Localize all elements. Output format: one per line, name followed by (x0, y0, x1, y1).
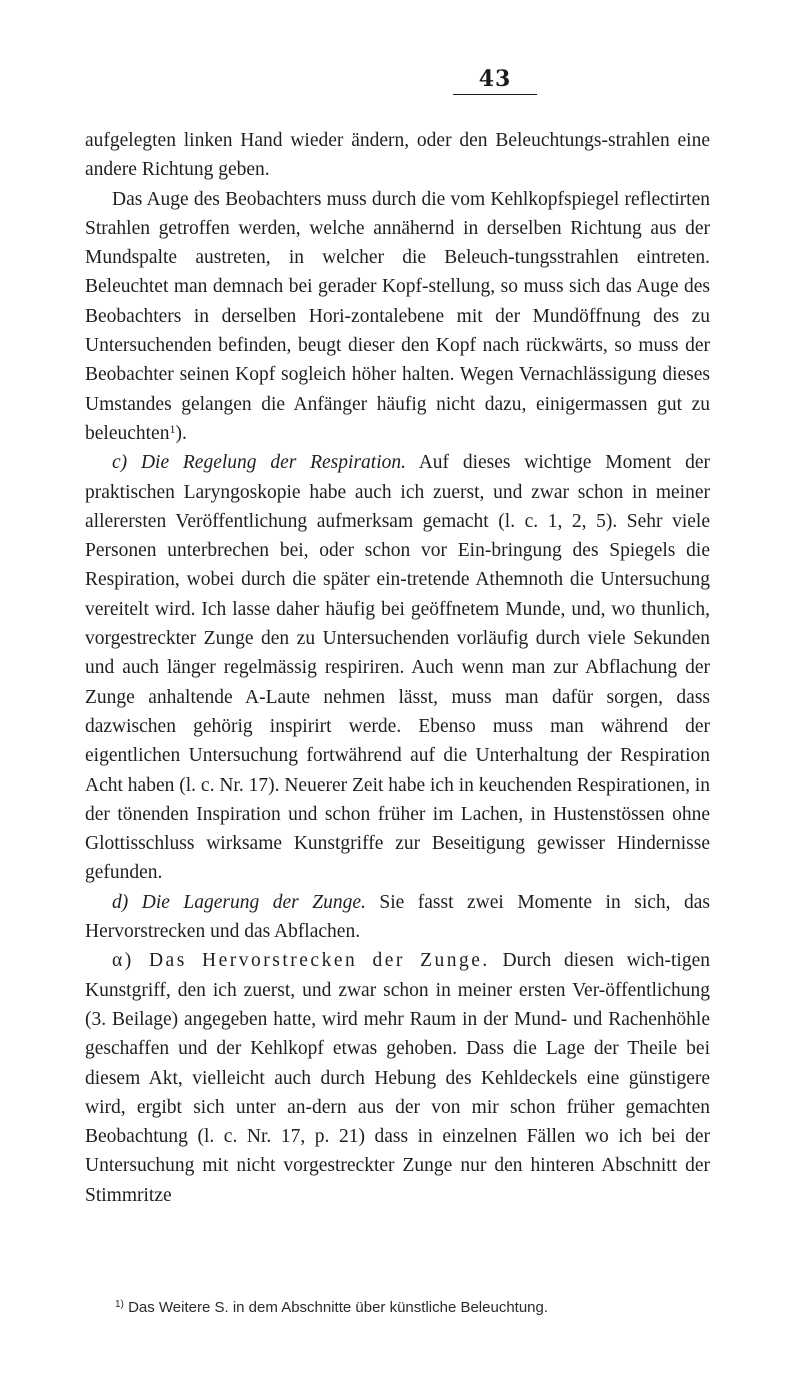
section-tongue-protrusion (85, 946, 710, 1210)
section-respiration (85, 448, 710, 887)
section-tongue-position (85, 888, 710, 947)
page-number: 43 (453, 64, 537, 95)
paragraph-continuation (85, 126, 710, 185)
footnote (115, 1298, 715, 1318)
footnote-marker: 1) (115, 1299, 124, 1310)
body-text (85, 126, 710, 1210)
section-heading: c) Die Regelung der Respiration. (112, 452, 406, 474)
section-heading: d) Die Lagerung der Zunge. (112, 891, 366, 913)
paragraph-text: Das Auge des Beobachters muss durch die vom Kehlkopfspiegel reflectirten Strahlen getroffen werden, welche annähernd in derselben Richtung aus der Mundspalte austreten, in welcher die Beleuch-tungsstrahlen eintreten. Beleuchtet man demnach bei gerader Kopf-stellung, so muss sich das Auge des Beobachters in derselben Hori-zontalebene mit der Mundöffnung des zu Untersuchenden befinden, beugt dieser den Kopf nach rückwärts, so muss der Beobachter seinen Kopf sogleich höher halten. Wegen Vernachlässigung dieses Umstandes gelangen die Anfänger häufig nicht dazu, einigermassen gut zu beleuchten (85, 188, 710, 444)
footnote-reference: 1 (169, 421, 176, 436)
footnote-text: Das Weitere S. in dem Abschnitte über künstliche Beleuchtung. (123, 1299, 549, 1316)
paragraph-text: Sie fasst zwei Momente in sich, das Hervorstrecken und das Abflachen. (85, 891, 711, 943)
paragraph-text: aufgelegten linken Hand wieder ändern, oder den Beleuchtungs-strahlen eine andere Richtung geben. (85, 130, 710, 181)
paragraph-text: Auf dieses wichtige Moment der praktischen Laryngoskopie habe auch ich zuerst, und zwar schon in meiner allerersten Veröffentlichung aufmerksam gemacht (l. c. 1, 2, 5). Sehr viele Personen unterbrechen bei, oder schon vor Ein-bringung des Spiegels die Respiration, wobei durch die später ein-tretende Athemnoth die Untersuchung vereitelt wird. Ich lasse daher häufig bei geöffnetem Munde, und, wo thunlich, vorgestreckter Zunge den zu Untersuchenden vorläufig durch viele Sekunden und auch länger regelmässig respiriren. Auch wenn man zur Abflachung der Zunge anhaltende A-Laute nehmen lässt, muss man dafür sorgen, dass dazwischen gehörig inspirirt werde. Ebenso muss man während der eigentlichen Untersuchung fortwährend auf die Unterhaltung der Respiration Acht haben (l. c. Nr. 17). Neuerer Zeit habe ich in keuchenden Respirationen, in der tönenden Inspiration und schon früher im Lachen, in Hustenstössen ohne Glottisschluss wirksame Kunstgriffe zur Beseitigung gewisser Hindernisse gefunden. (85, 452, 711, 884)
subsection-heading: α) Das Hervorstrecken der Zunge. (112, 950, 490, 972)
paragraph-text-end: . (181, 422, 187, 444)
paragraph-observer-eye: Das Auge des Beobachters muss durch die vom Kehlkopfspiegel reflectirten Strahlen getroffen werden, welche annähernd in derselben Richtung aus der Mundspalte austreten, in welcher die Beleuch-tungsstrahlen eintreten. Beleuchtet man demnach bei gerader Kopf-stellung, so muss sich das Auge des Beobachters in derselben Hori-zontalebene mit der Mundöffnung des zu Untersuchenden befinden, beugt dieser den Kopf nach rückwärts, so muss der Beobachter seinen Kopf sogleich höher halten. Wegen Vernachlässigung dieses Umstandes gelangen die Anfänger häufig nicht dazu, einigermassen gut zu beleuchten$^1$). (85, 188, 710, 444)
paragraph-text: Durch diesen wich-tigen Kunstgriff, den ich zuerst, und zwar schon in meiner ersten Ver-öffentlichung (3. Beilage) angegeben hatte, wird mehr Raum in der Mund- und Rachenhöhle geschaffen und der Kehlkopf etwas gehoben. Dass die Lage der Theile bei diesem Akt, vielleicht auch durch Hebung des Kehldeckels eine günstigere wird, ergibt sich unter an-dern aus der von mir schon früher gemachten Beobachtung (l. c. Nr. 17, p. 21) dass in einzelnen Fällen wo ich bei der Untersuchung mit nicht vorgestreckter Zunge nur den hinteren Abschnitt der Stimmritze (85, 950, 710, 1206)
